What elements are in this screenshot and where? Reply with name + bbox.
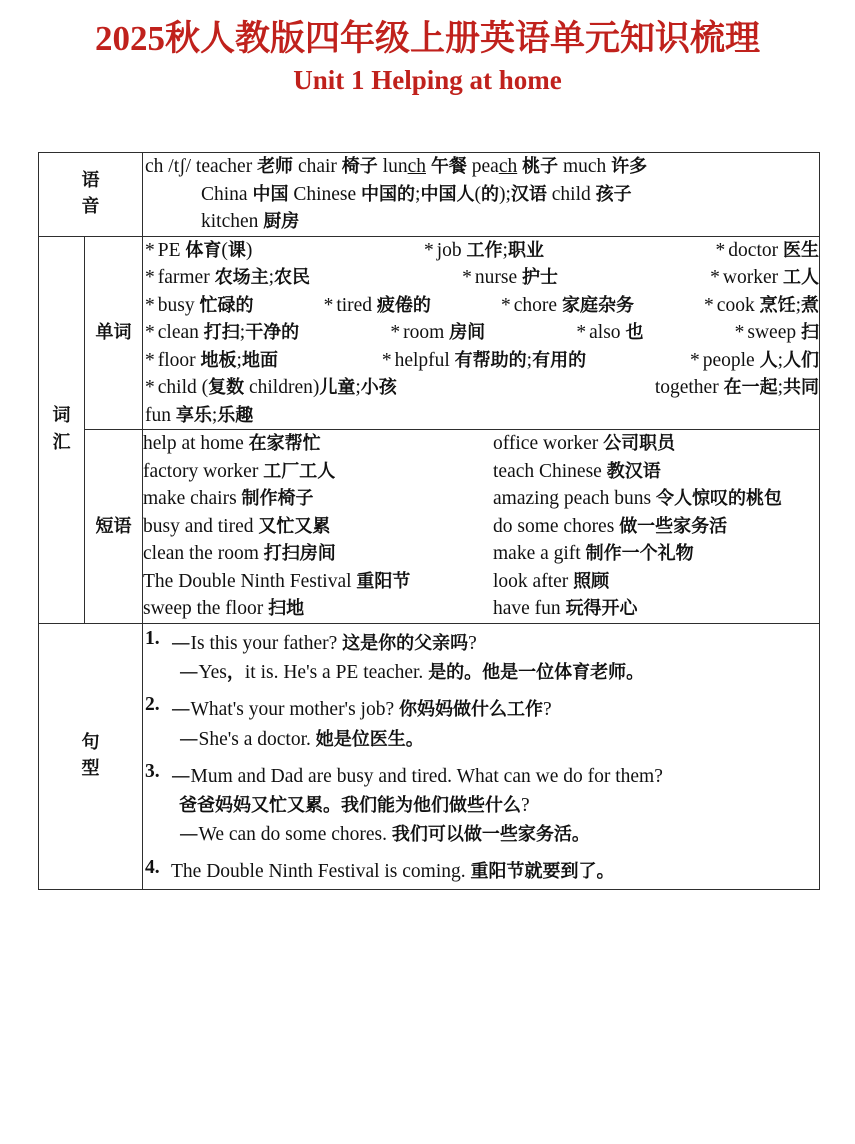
subcategory-label-words: 单词 bbox=[85, 236, 143, 430]
word-entry: * child (复数 children)儿童;小孩 bbox=[145, 377, 397, 398]
word-row bbox=[143, 402, 819, 430]
phonetics-line: China 中国 Chinese 中国的;中国人(的);汉语 child 孩子 bbox=[201, 183, 632, 205]
phrase-entry: sweep the floor 扫地 bbox=[143, 598, 305, 619]
sentence-number: 2. bbox=[145, 694, 160, 716]
sentence-item bbox=[143, 690, 819, 757]
word-entry: * doctor 医生 bbox=[715, 239, 819, 261]
sentence-lines bbox=[171, 858, 819, 886]
asterisk-icon: * bbox=[710, 267, 720, 288]
sentence-number: 3. bbox=[145, 761, 160, 783]
table-row-phrases bbox=[39, 430, 820, 624]
word-entry: * nurse 护士 bbox=[462, 267, 559, 288]
word-row bbox=[143, 319, 819, 347]
sentence-number: 4. bbox=[145, 856, 160, 878]
title-subtitle: Unit 1 Helping at home bbox=[293, 64, 562, 95]
asterisk-icon: * bbox=[145, 377, 155, 398]
word-entry: * sweep 扫 bbox=[734, 322, 819, 343]
phrase-row bbox=[143, 430, 819, 458]
word-row bbox=[143, 237, 819, 265]
table-row-sentences bbox=[39, 623, 820, 890]
asterisk-icon: * bbox=[423, 239, 434, 261]
asterisk-icon: * bbox=[462, 267, 472, 288]
phrase-entry: make a gift 制作一个礼物 bbox=[493, 543, 694, 564]
page-title bbox=[0, 0, 855, 98]
word-entry: * busy 忙碌的 bbox=[145, 294, 254, 316]
asterisk-icon: * bbox=[689, 349, 700, 371]
phrase-entry: office worker 公司职员 bbox=[493, 433, 676, 454]
title-main: 2025秋人教版四年级上册英语单元知识梳理 bbox=[94, 19, 760, 58]
word-row bbox=[143, 292, 819, 320]
dialogue-dash: — bbox=[179, 659, 199, 683]
asterisk-icon: * bbox=[145, 349, 155, 371]
sentence-line: —We can do some chores. 我们可以做一些家务活。 bbox=[179, 822, 590, 846]
phrase-entry: teach Chinese 教汉语 bbox=[493, 460, 661, 482]
asterisk-icon: * bbox=[576, 322, 587, 343]
phrase-entry: The Double Ninth Festival 重阳节 bbox=[143, 570, 411, 592]
asterisk-icon: * bbox=[145, 322, 155, 343]
word-entry: fun 享乐;乐趣 bbox=[145, 404, 254, 426]
phrase-entry: do some chores 做一些家务活 bbox=[493, 515, 728, 537]
sentence-lines bbox=[171, 629, 819, 688]
word-entry: * people 人;人们 bbox=[689, 349, 819, 371]
dialogue-dash: — bbox=[179, 822, 199, 846]
sentence-line: —What's your mother's job? 你妈妈做什么工作? bbox=[171, 697, 552, 721]
phrase-entry: factory worker 工厂工人 bbox=[143, 460, 336, 482]
word-entry: * room 房间 bbox=[390, 322, 486, 343]
word-entry: * chore 家庭杂务 bbox=[501, 294, 634, 316]
asterisk-icon: * bbox=[323, 294, 334, 316]
asterisk-icon: * bbox=[704, 294, 714, 316]
word-row bbox=[143, 264, 819, 292]
word-entry: * job 工作;职业 bbox=[423, 239, 544, 261]
word-entry: * worker 工人 bbox=[710, 267, 819, 288]
phonetics-line: kitchen 厨房 bbox=[201, 211, 300, 232]
sentence-line: —Is this your father? 这是你的父亲吗? bbox=[171, 630, 477, 654]
phrase-entry: amazing peach buns 令人惊叹的桃包 bbox=[493, 488, 782, 509]
phonetics-line: ch /tʃ/ teacher 老师 chair 椅子 lunch 午餐 peach 桃子 much 许多 bbox=[145, 156, 648, 177]
sentence-lines bbox=[171, 762, 819, 849]
sentence-line: The Double Ninth Festival is coming. 重阳节就要到了。 bbox=[171, 860, 615, 882]
sentence-line: —Mum and Dad are busy and tired. What can we do for them? bbox=[171, 764, 663, 788]
word-entry: * clean 打扫;干净的 bbox=[145, 322, 300, 343]
asterisk-icon: * bbox=[390, 322, 401, 343]
subcategory-label-phrases: 短语 bbox=[85, 430, 143, 624]
sentence-item bbox=[143, 853, 819, 889]
phrase-entry: busy and tired 又忙又累 bbox=[143, 515, 331, 537]
phonetics-content bbox=[143, 153, 820, 237]
words-content bbox=[143, 236, 820, 430]
word-entry: together 在一起;共同 bbox=[654, 377, 819, 398]
asterisk-icon: * bbox=[715, 239, 726, 261]
word-entry: * also 也 bbox=[576, 322, 644, 343]
sentence-item bbox=[143, 757, 819, 852]
dialogue-dash: — bbox=[171, 697, 191, 721]
sentence-line: —She's a doctor. 她是位医生。 bbox=[179, 726, 424, 750]
word-row bbox=[143, 347, 819, 375]
phrase-row bbox=[143, 540, 819, 568]
asterisk-icon: * bbox=[381, 349, 392, 371]
table-row-words bbox=[39, 236, 820, 430]
sentence-line: —Yes，it is. He's a PE teacher. 是的。他是一位体育老师。 bbox=[179, 659, 645, 683]
asterisk-icon: * bbox=[734, 322, 745, 343]
asterisk-icon: * bbox=[145, 267, 155, 288]
phrase-entry: have fun 玩得开心 bbox=[493, 598, 638, 619]
category-label-sentences: 句 型 bbox=[39, 623, 143, 890]
phrase-entry: help at home 在家帮忙 bbox=[143, 433, 321, 454]
dialogue-dash: — bbox=[171, 764, 191, 788]
category-label-phonetics: 语 音 bbox=[39, 153, 143, 237]
dialogue-dash: — bbox=[171, 630, 191, 654]
asterisk-icon: * bbox=[145, 294, 155, 316]
sentence-number: 1. bbox=[145, 627, 160, 649]
word-entry: * cook 烹饪;煮 bbox=[704, 294, 819, 316]
phrase-row bbox=[143, 458, 819, 486]
sentence-line: 爸爸妈妈又忙又累。我们能为他们做些什么? bbox=[179, 794, 530, 816]
word-entry: * farmer 农场主;农民 bbox=[145, 267, 311, 288]
word-entry: * tired 疲倦的 bbox=[323, 294, 431, 316]
phrase-entry: make chairs 制作椅子 bbox=[143, 488, 314, 509]
phrases-content bbox=[143, 430, 820, 624]
phrase-entry: clean the room 打扫房间 bbox=[143, 543, 336, 564]
word-entry: * PE 体育(课) bbox=[145, 239, 253, 261]
dialogue-dash: — bbox=[179, 726, 199, 750]
sentence-lines bbox=[171, 695, 819, 754]
category-label-vocabulary: 词 汇 bbox=[39, 236, 85, 623]
phrase-row bbox=[143, 568, 819, 596]
sentences-content bbox=[143, 623, 820, 890]
phrase-row bbox=[143, 513, 819, 541]
asterisk-icon: * bbox=[501, 294, 511, 316]
phrase-row bbox=[143, 595, 819, 623]
asterisk-icon: * bbox=[145, 239, 155, 261]
word-entry: * helpful 有帮助的;有用的 bbox=[381, 349, 587, 371]
phrase-entry: look after 照顾 bbox=[493, 570, 610, 592]
word-row bbox=[143, 374, 819, 402]
table-row-phonetics bbox=[39, 153, 820, 237]
word-entry: * floor 地板;地面 bbox=[145, 349, 278, 371]
knowledge-table bbox=[38, 152, 820, 890]
phrase-row bbox=[143, 485, 819, 513]
sentence-item bbox=[143, 624, 819, 691]
